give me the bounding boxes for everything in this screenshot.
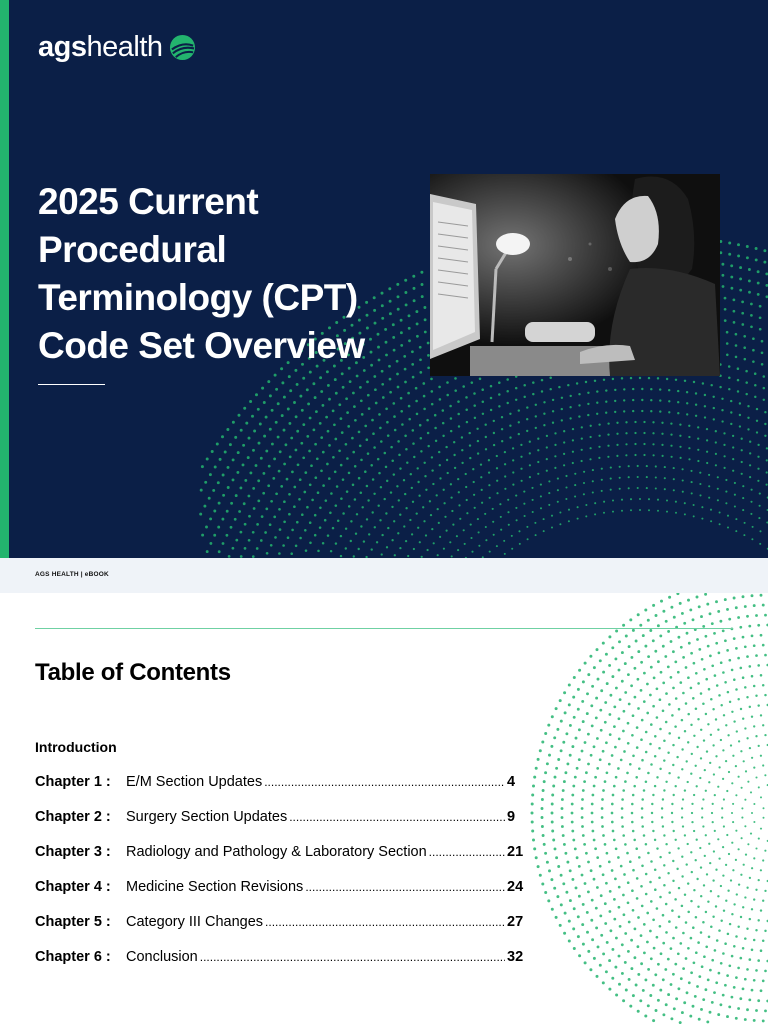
toc-item-chapter-2[interactable] [35,809,527,844]
title-line: Terminology (CPT) [38,277,358,318]
toc-chapter-name: Conclusion [126,949,198,965]
title-line: Code Set Overview [38,325,365,366]
toc-page-number: 27 [507,914,524,930]
toc-dot-leader [265,915,505,929]
woman-at-computer-photo [430,174,720,376]
toc-chapter-number: Chapter 1 : [35,774,111,790]
cover-accent-bar [0,0,9,558]
ebook-label: AGS HEALTH | eBOOK [35,571,109,578]
toc-dot-leader [429,845,505,859]
toc-chapter-name: Category III Changes [126,914,264,930]
toc-chapter-number: Chapter 6 : [35,949,111,965]
toc-introduction-link[interactable]: Introduction [35,739,117,755]
toc-item-chapter-3[interactable] [35,844,527,879]
toc-dot-leader [289,810,505,824]
toc-item-chapter-5[interactable] [35,914,527,949]
toc-page-number: 24 [507,879,524,895]
toc-dot-leader [305,880,505,894]
toc-chapter-number: Chapter 4 : [35,879,111,895]
toc-item-chapter-6[interactable] [35,949,527,984]
photo-illustration [430,174,720,376]
title-underline [38,384,105,385]
toc-chapter-name: Radiology and Pathology & Laboratory Section [126,844,427,860]
toc-list [35,774,527,984]
toc-page-number: 32 [507,949,524,965]
toc-chapter-number: Chapter 3 : [35,844,111,860]
toc-chapter-name: E/M Section Updates [126,774,263,790]
ags-health-logo [38,31,196,64]
globe-logo-icon [169,34,196,61]
toc-item-chapter-1[interactable] [35,774,527,809]
logo-text-regular: health [86,31,163,63]
toc-chapter-number: Chapter 5 : [35,914,111,930]
toc-page-number: 9 [507,809,516,825]
logo-text-bold: ags [38,31,87,63]
toc-item-chapter-4[interactable] [35,879,527,914]
ebook-label-strip [0,558,768,593]
toc-chapter-number: Chapter 2 : [35,809,111,825]
title-line: Procedural [38,229,227,270]
toc-dot-leader [200,950,505,964]
toc-chapter-name: Medicine Section Revisions [126,879,304,895]
toc-page-number: 21 [507,844,524,860]
dot-pattern-decoration [520,593,768,1024]
toc-chapter-name: Surgery Section Updates [126,809,288,825]
toc-dot-leader [264,775,505,789]
toc-heading: Table of Contents [35,659,231,686]
section-divider [35,628,733,629]
toc-page-number: 4 [507,774,516,790]
title-line: 2025 Current [38,181,259,222]
cover-title [38,178,408,370]
